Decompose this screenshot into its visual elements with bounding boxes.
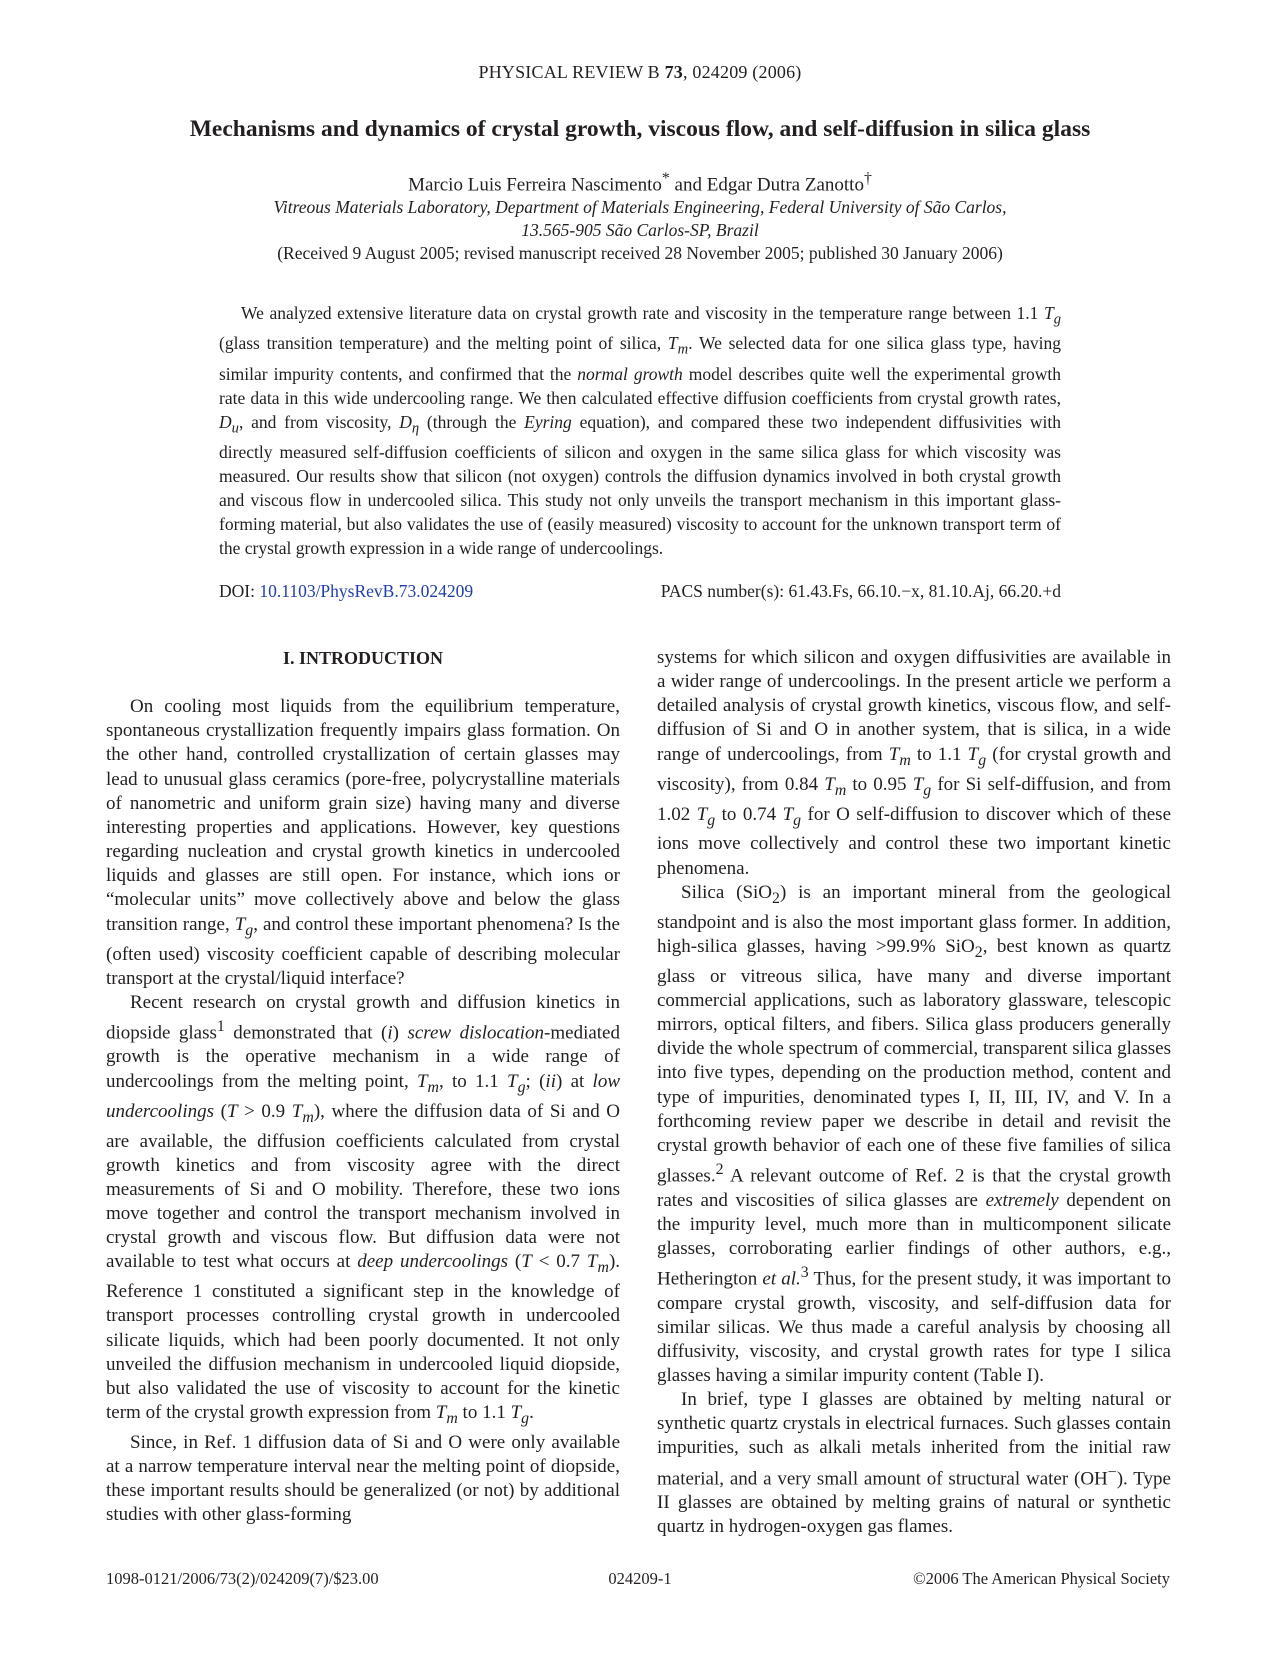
pacs-numbers: PACS number(s): 61.43.Fs, 66.10.−x, 81.10.Aj, 66.20.+d <box>660 581 1061 601</box>
doi-line: DOI: 10.1103/PhysRevB.73.024209 <box>219 581 474 601</box>
footer-page-number: 024209-1 <box>608 1569 672 1588</box>
paper-title: Mechanisms and dynamics of crystal growth, viscous flow, and self-diffusion in silica glass <box>189 116 1091 142</box>
abstract: We analyzed extensive literature data on crystal growth rate and viscosity in the temperature range between 1.1 $T_g$ (glass transition temperature) and the melting point of silica, $T_m$. We selected data for one silica glass type, having similar impurity contents, and confirmed that the normal growth model describes quite well the experimental growth rate data in this wide undercooling range. We then calculated effective diffusion coefficients from crystal growth rates, $D_u$, and from viscosity, $D_\eta$ (through the Eyring equation), and compared these two independent diffusivities with directly measured self-diffusion coefficients of silicon and oxygen in the same silica glass for which viscosity was measured. Our results show that silicon (not oxygen) controls the diffusion dynamics involved in both crystal growth and viscous flow in undercooled silica. This study not only unveils the transport mechanism in this important glass-forming material, but also validates the use of (easily measured) viscosity to account for the unknown transport term of the crystal growth expression in a wide range of undercoolings. <box>219 303 1061 558</box>
paragraph: On cooling most liquids from the equilibrium temperature, spontaneous crystallization frequently impairs glass formation. On the other hand, controlled crystallization of certain glasses may lead to unusual glass ceramics (pore-free, polycrystalline materials of nanometric and uniform grain size) having many and diverse interesting properties and applications. However, key questions regarding nucleation and crystal growth kinetics in undercooled liquids and glasses are still open. For instance, which ions or “molecular units” move collectively above and below the glass transition range, $T_g$, and control these important phenomena? Is the (often used) viscosity coefficient capable of describing molecular transport at the crystal/liquid interface? <box>106 696 620 989</box>
journal-header: PHYSICAL REVIEW B 73, 024209 (2006) <box>478 62 802 82</box>
received-dates: (Received 9 August 2005; revised manuscript received 28 November 2005; published 30 January 2006) <box>277 243 1003 263</box>
section-heading: I. INTRODUCTION <box>282 648 444 668</box>
doi-link[interactable]: 10.1103/PhysRevB.73.024209 <box>259 581 474 601</box>
footer-issn: 1098-0121/2006/73(2)/024209(7)/$23.00 <box>106 1569 379 1588</box>
affiliation: Vitreous Materials Laboratory, Department of Materials Engineering, Federal University of São Carlos, 13.565-905 São Carlos-SP, Brazil <box>273 197 1007 240</box>
paragraph: systems for which silicon and oxygen diffusivities are available in a wider range of undercoolings. In the present article we perform a detailed analysis of crystal growth kinetics, viscous flow, and self-diffusion of Si and O in another system, that is silica, in a wide range of undercoolings, from $T_m$ to 1.1 $T_g$ (for crystal growth and viscosity), from 0.84 $T_m$ to 0.95 $T_g$ for Si self-diffusion, and from 1.02 $T_g$ to 0.74 $T_g$ for O self-diffusion to discover which of these ions move collectively and control these two important kinetic phenomena. <box>657 647 1172 879</box>
paragraph: Silica (SiO$_2$) is an important mineral from the geological standpoint and is also the most important glass former. In addition, high-silica glasses, having >99.9% SiO$_2$, best known as quartz glass or vitreous silica, have many and diverse important commercial applications, such as laboratory glassware, telescopic mirrors, optical filters, and fibers. Silica glass producers generally divide the whole spectrum of commercial, transparent silica glasses into five types, depending on the production method, content and type of impurities, denominated types I, II, III, IV, and V. In a forthcoming review paper we describe in detail and revisit the crystal growth behavior of each one of these five families of silica glasses.$^2$ A relevant outcome of Ref. 2 is that the crystal growth rates and viscosities of silica glasses are extremely dependent on the impurity level, much more than in multicomponent silicate glasses, corroborating earlier findings of other authors, e.g., Hetherington et al.$^3$ Thus, for the present study, it was important to compare crystal growth, viscosity, and self-diffusion data for similar silicas. We thus made a careful analysis by choosing all diffusivity, viscosity, and crystal growth rates for type I silica glasses having a similar impurity content (Table I). <box>657 881 1171 1387</box>
paragraph: In brief, type I glasses are obtained by melting natural or synthetic quartz crystals in electrical furnaces. Such glasses contain impurities, such as alkali metals inherited from the initial raw material, and a very small amount of structural water (OH−). Type II glasses are obtained by melting grains of natural or synthetic quartz in hydrogen-oxygen gas flames. <box>657 1389 1171 1538</box>
footer-copyright: ©2006 The American Physical Society <box>913 1569 1170 1588</box>
paragraph: Since, in Ref. 1 diffusion data of Si and O were only available at a narrow temperature interval near the melting point of diopside, these important results should be generalized (or not) by additional studies with other glass-forming <box>106 1432 620 1526</box>
author-list: Marcio Luis Ferreira Nascimento* and Edgar Dutra Zanotto† <box>408 170 872 196</box>
left-column <box>106 646 620 1528</box>
paragraph: Recent research on crystal growth and diffusion kinetics in diopside glass$^1$ demonstrated that (i) screw dislocation-mediated growth is the operative mechanism in a wide range of undercoolings from the melting point, $T_m$, to 1.1 $T_g$; (ii) at low undercoolings (T > 0.9 $T_m$), where the diffusion data of Si and O are available, the diffusion coefficients calculated from crystal growth kinetics and from viscosity agree with the direct measurements of Si and O mobility. Therefore, these two ions move together and control the transport mechanism involved in crystal growth and viscous flow. But diffusion data were not available to test what occurs at deep undercoolings (T < 0.7 $T_m$). Reference 1 constituted a significant step in the knowledge of transport processes controlling crystal growth in undercooled silicate liquids, which had been poorly documented. It not only unveiled the diffusion mechanism in undercooled liquid diopside, but also validated the use of viscosity to account for the kinetic term of the crystal growth expression from $T_m$ to 1.1 $T_g$. <box>106 991 621 1427</box>
right-column <box>657 646 1171 1539</box>
